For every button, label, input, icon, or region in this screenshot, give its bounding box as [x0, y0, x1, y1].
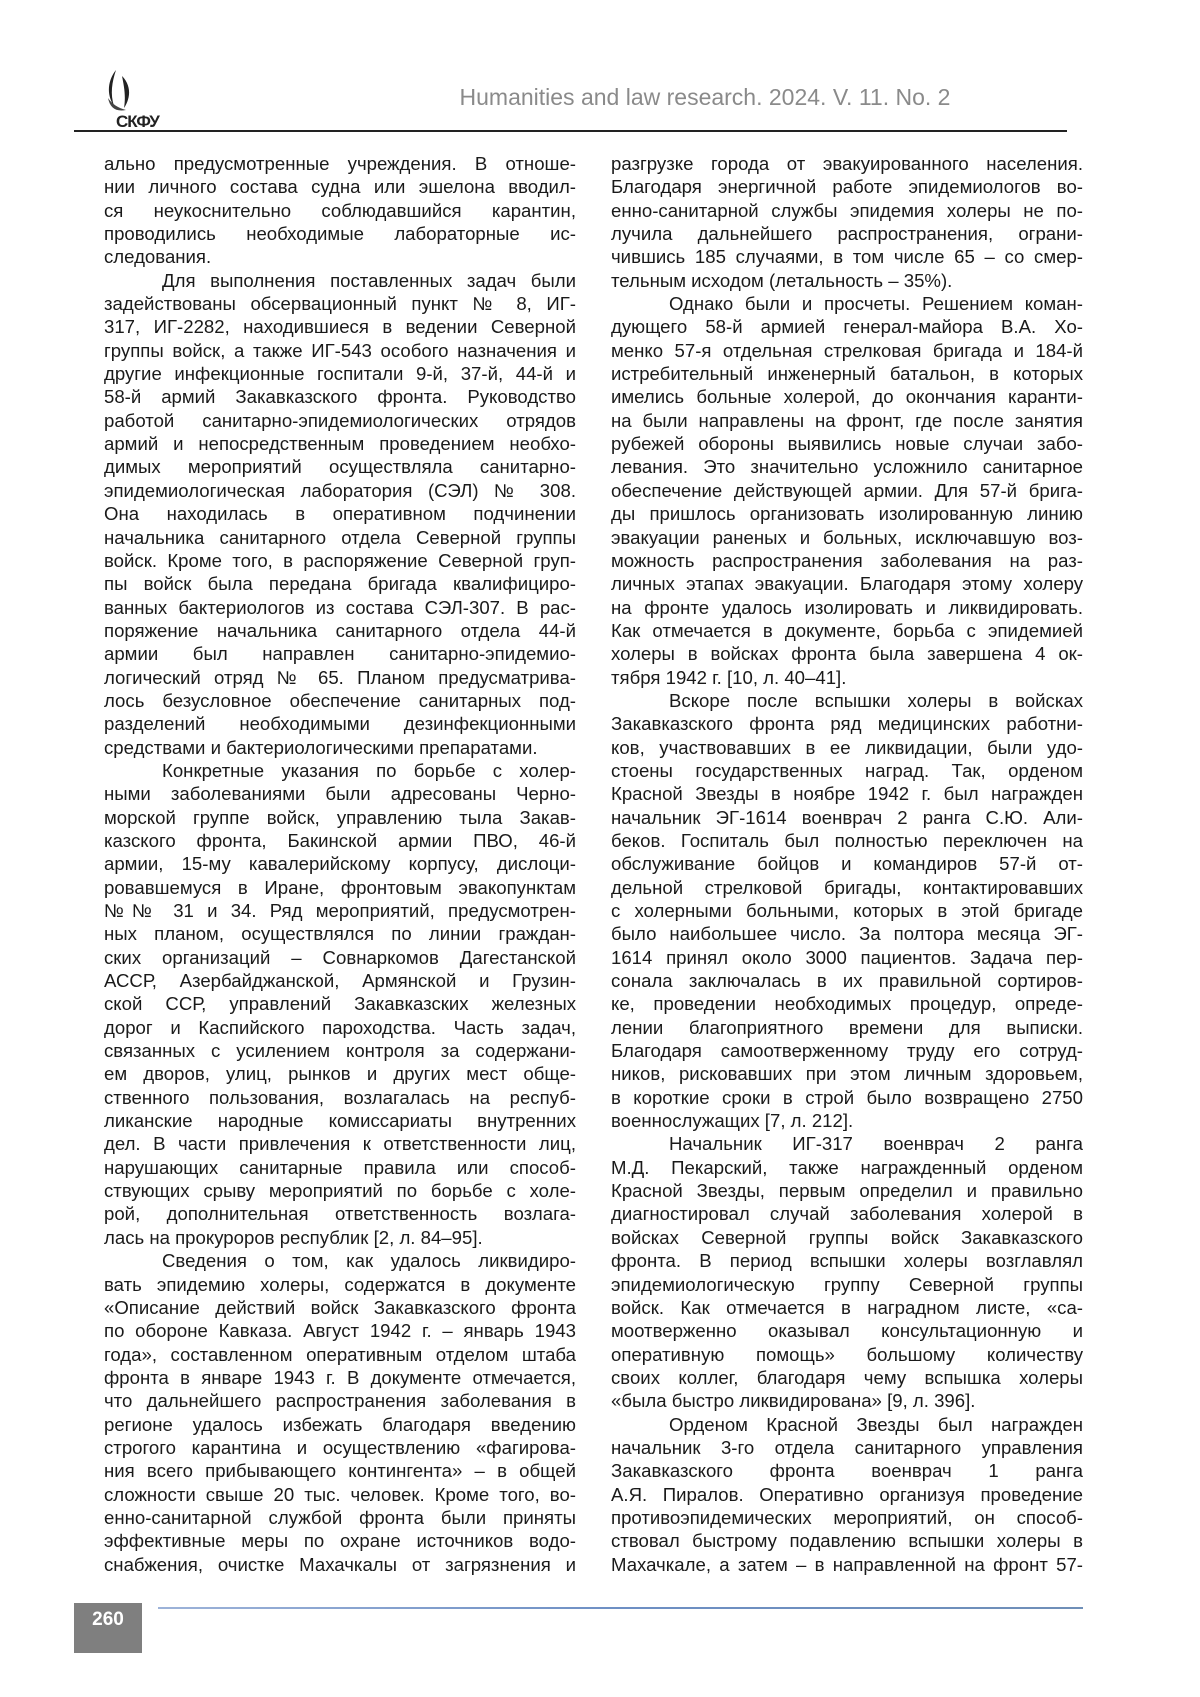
text-line: ровавшемуся в Иране, фронтовым эвакопунктам: [104, 876, 576, 899]
text-line: своих коллег, благодаря чему вспышка холеры: [611, 1366, 1083, 1389]
text-line: ликанские народные комиссариаты внутренних: [104, 1109, 576, 1132]
text-line: №№ 31 и 34. Ряд мероприятий, предусмотрен-: [104, 899, 576, 922]
text-line: войск. Кроме того, в распоряжение Северной груп-: [104, 549, 576, 572]
header-rule: [74, 130, 1067, 132]
text-line: рубежей обороны выявились новые случаи забо-: [611, 432, 1083, 455]
text-line: Однако были и просчеты. Решением коман-: [611, 292, 1083, 315]
text-line: дующего 58-й армией генерал-майора В.А. Хо-: [611, 315, 1083, 338]
text-line: сонала заключалась в их правильной сортиров-: [611, 969, 1083, 992]
text-line: фронта. В период вспышки холеры возглавлял: [611, 1249, 1083, 1272]
text-line: проводились необходимые лабораторные ис-: [104, 222, 576, 245]
text-line: нарушающих санитарные правила или способ-: [104, 1156, 576, 1179]
text-line: строгого карантина и осуществлению «фагирова-: [104, 1436, 576, 1459]
right-column: [611, 152, 1083, 1576]
text-line: средствами и бактериологическими препаратами.: [104, 736, 576, 759]
text-line: можность распространения заболевания на раз-: [611, 549, 1083, 572]
text-line: эпидемиологическую группу Северной группы: [611, 1273, 1083, 1296]
text-line: Красной Звезды, первым определил и правильно: [611, 1179, 1083, 1202]
text-line: эвакуации раненых и больных, исключавшую воз-: [611, 526, 1083, 549]
text-line: дельной стрелковой бригады, контактировавших: [611, 876, 1083, 899]
text-line: ствующих срыву мероприятий по борьбе с холе-: [104, 1179, 576, 1202]
text-line: холеры в войсках фронта была завершена 4 ок-: [611, 642, 1083, 665]
text-line: сложности свыше 20 тыс. человек. Кроме того, во-: [104, 1483, 576, 1506]
flame-wing-icon: [102, 68, 142, 118]
text-line: Махачкале, а затем – в направленной на фронт 57-: [611, 1553, 1083, 1576]
text-line: енно-санитарной службы эпидемия холеры не по-: [611, 199, 1083, 222]
text-line: Сведения о том, как удалось ликвидиро-: [104, 1249, 576, 1272]
text-line: войск. Как отмечается в наградном листе, «са-: [611, 1296, 1083, 1319]
journal-header: Humanities and law research. 2024. V. 11. No. 2: [300, 84, 1110, 111]
text-line: группы войск, а также ИГ-543 особого назначения и: [104, 339, 576, 362]
text-line: дел. В части привлечения к ответственности лиц,: [104, 1132, 576, 1155]
text-line: разделений необходимыми дезинфекционными: [104, 712, 576, 735]
text-line: ния всего прибывающего контингента» – в общей: [104, 1459, 576, 1482]
text-line: Закавказского фронта ряд медицинских работни-: [611, 712, 1083, 735]
text-line: начальника санитарного отдела Северной группы: [104, 526, 576, 549]
page-number: 260: [74, 1603, 142, 1653]
text-line: Благодаря самоотверженному труду его сотруд-: [611, 1039, 1083, 1062]
text-line: армий и непосредственным проведением необхо-: [104, 432, 576, 455]
text-line: ков, участвовавших в ее ликвидации, были удо-: [611, 736, 1083, 759]
text-line: снабжения, очистке Махачкалы от загрязнения и: [104, 1553, 576, 1576]
text-line: рой, дополнительная ответственность возлага-: [104, 1202, 576, 1225]
text-line: енно-санитарной службой фронта были приняты: [104, 1506, 576, 1529]
text-line: тября 1942 г. [10, л. 40–41].: [611, 666, 1083, 689]
text-line: ствовал быстрому подавлению вспышки холеры в: [611, 1529, 1083, 1552]
text-line: начальник ЭГ-1614 военврач 2 ранга С.Ю. Али-: [611, 806, 1083, 829]
text-line: ально предусмотренные учреждения. В отноше-: [104, 152, 576, 175]
text-line: лась на прокуроров республик [2, л. 84–95].: [104, 1226, 576, 1249]
text-line: по обороне Кавказа. Август 1942 г. – январь 1943: [104, 1319, 576, 1342]
text-line: ды пришлось организовать изолированную линию: [611, 502, 1083, 525]
text-line: казского фронта, Бакинской армии ПВО, 46-й: [104, 829, 576, 852]
text-line: лучила дальнейшего распространения, ограни-: [611, 222, 1083, 245]
text-line: Она находилась в оперативном подчинении: [104, 502, 576, 525]
text-line: ников, рисковавших при этом личным здоровьем,: [611, 1062, 1083, 1085]
text-line: начальник 3-го отдела санитарного управления: [611, 1436, 1083, 1459]
text-line: обслуживание бойцов и командиров 57-й от-: [611, 852, 1083, 875]
text-line: М.Д. Пекарский, также награжденный орденом: [611, 1156, 1083, 1179]
text-line: с холерными больными, которых в этой бригаде: [611, 899, 1083, 922]
text-line: поряжение начальника санитарного отдела 44-й: [104, 619, 576, 642]
text-line: морской группе войск, управлению тыла Закав-: [104, 806, 576, 829]
left-column: [104, 152, 576, 1576]
text-line: ных планом, осуществлялся по линии граждан-: [104, 922, 576, 945]
text-line: Начальник ИГ-317 военврач 2 ранга: [611, 1132, 1083, 1155]
text-line: ских организаций – Совнаркомов Дагестанской: [104, 946, 576, 969]
text-line: Конкретные указания по борьбе с холер-: [104, 759, 576, 782]
text-line: фронта в январе 1943 г. В документе отмечается,: [104, 1366, 576, 1389]
text-line: левания. Это значительно усложнило санитарное: [611, 455, 1083, 478]
text-line: тельным исходом (летальность – 35%).: [611, 269, 1083, 292]
text-line: лось безусловное обеспечение санитарных под-: [104, 689, 576, 712]
text-line: менко 57-я отдельная стрелковая бригада и 184-й: [611, 339, 1083, 362]
text-line: было наибольшее число. За полтора месяца ЭГ-: [611, 922, 1083, 945]
text-line: обеспечение действующей армии. Для 57-й брига-: [611, 479, 1083, 502]
text-line: А.Я. Пиралов. Оперативно организуя проведение: [611, 1483, 1083, 1506]
text-line: Красной Звезды в ноябре 1942 г. был награжден: [611, 782, 1083, 805]
logo-text: СКФУ: [116, 112, 159, 132]
text-line: Закавказского фронта военврач 1 ранга: [611, 1459, 1083, 1482]
text-line: дорог и Каспийского пароходства. Часть задач,: [104, 1016, 576, 1039]
text-line: связанных с усилением контроля за содержани-: [104, 1039, 576, 1062]
text-line: ными заболеваниями были адресованы Черно-: [104, 782, 576, 805]
text-line: ской ССР, управлений Закавказских железных: [104, 992, 576, 1015]
text-line: чившись 185 случаями, в том числе 65 – со смер-: [611, 245, 1083, 268]
text-line: года», составленном оперативным отделом штаба: [104, 1343, 576, 1366]
text-line: разгрузке города от эвакуированного населения.: [611, 152, 1083, 175]
text-line: стоены государственных наград. Так, орденом: [611, 759, 1083, 782]
text-line: на были направлены на фронт, где после занятия: [611, 409, 1083, 432]
text-line: ся неукоснительно соблюдавшийся карантин,: [104, 199, 576, 222]
text-line: другие инфекционные госпитали 9-й, 37-й, 44-й и: [104, 362, 576, 385]
text-line: 58-й армий Закавказского фронта. Руководство: [104, 385, 576, 408]
text-line: 1614 принял около 3000 пациентов. Задача пер-: [611, 946, 1083, 969]
text-line: Как отмечается в документе, борьба с эпидемией: [611, 619, 1083, 642]
text-line: ем дворов, улиц, рынков и других мест обще-: [104, 1062, 576, 1085]
text-line: оперативную помощь» большому количеству: [611, 1343, 1083, 1366]
footer-rule: [158, 1607, 1083, 1609]
text-line: эпидемиологическая лаборатория (СЭЛ) № 308.: [104, 479, 576, 502]
text-line: АССР, Азербайджанской, Армянской и Грузин-: [104, 969, 576, 992]
text-line: пы войск была передана бригада квалифициро-: [104, 572, 576, 595]
text-line: 317, ИГ-2282, находившиеся в ведении Северной: [104, 315, 576, 338]
text-line: на фронте удалось изолировать и ликвидировать.: [611, 596, 1083, 619]
text-line: армии, 15-му кавалерийскому корпусу, дислоци-: [104, 852, 576, 875]
university-logo: [98, 68, 188, 134]
text-line: работой санитарно-эпидемиологических отрядов: [104, 409, 576, 432]
text-line: что дальнейшего распространения заболевания в: [104, 1389, 576, 1412]
text-line: диагностировал случай заболевания холерой в: [611, 1202, 1083, 1225]
text-line: Для выполнения поставленных задач были: [104, 269, 576, 292]
text-line: беков. Госпиталь был полностью переключен на: [611, 829, 1083, 852]
text-line: нии личного состава судна или эшелона вводил-: [104, 175, 576, 198]
text-line: армии был направлен санитарно-эпидемио-: [104, 642, 576, 665]
text-line: димых мероприятий осуществляла санитарно-: [104, 455, 576, 478]
text-line: задействованы обсервационный пункт № 8, ИГ-: [104, 292, 576, 315]
text-line: Орденом Красной Звезды был награжден: [611, 1413, 1083, 1436]
text-line: ственного пользования, возлагалась на респуб-: [104, 1086, 576, 1109]
text-line: логический отряд № 65. Планом предусматрива-: [104, 666, 576, 689]
text-line: «Описание действий войск Закавказского фронта: [104, 1296, 576, 1319]
text-line: следования.: [104, 245, 576, 268]
text-line: Вскоре после вспышки холеры в войсках: [611, 689, 1083, 712]
text-line: имелись больные холерой, до окончания каранти-: [611, 385, 1083, 408]
text-line: лении благоприятного времени для выписки.: [611, 1016, 1083, 1039]
text-line: «была быстро ликвидирована» [9, л. 396].: [611, 1389, 1083, 1412]
text-line: противоэпидемических мероприятий, он способ-: [611, 1506, 1083, 1529]
text-line: в короткие сроки в строй было возвращено 2750: [611, 1086, 1083, 1109]
text-line: ванных бактериологов из состава СЭЛ-307. В рас-: [104, 596, 576, 619]
text-line: регионе удалось избежать благодаря введению: [104, 1413, 576, 1436]
text-line: истребительный инженерный батальон, в которых: [611, 362, 1083, 385]
text-line: Благодаря энергичной работе эпидемиологов во-: [611, 175, 1083, 198]
text-line: ке, проведении необходимых процедур, опреде-: [611, 992, 1083, 1015]
text-line: вать эпидемию холеры, содержатся в документе: [104, 1273, 576, 1296]
text-line: войсках Северной группы войск Закавказского: [611, 1226, 1083, 1249]
text-line: личных этапах эвакуации. Благодаря этому холеру: [611, 572, 1083, 595]
text-line: военнослужащих [7, л. 212].: [611, 1109, 1083, 1132]
text-line: моотверженно оказывал консультационную и: [611, 1319, 1083, 1342]
text-line: эффективные меры по охране источников водо-: [104, 1529, 576, 1552]
